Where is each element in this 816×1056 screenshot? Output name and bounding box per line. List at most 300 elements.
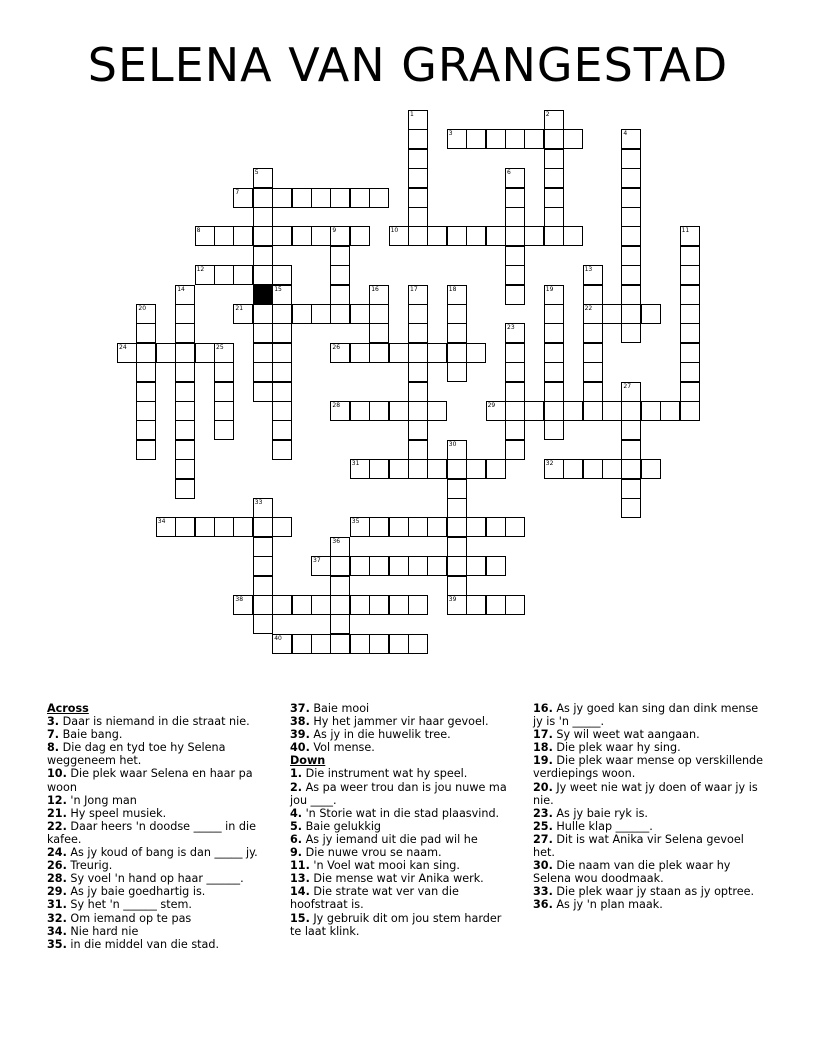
grid-cell[interactable]: [175, 343, 195, 363]
grid-cell[interactable]: [427, 226, 447, 246]
grid-cell[interactable]: [330, 226, 350, 246]
grid-cell[interactable]: [621, 304, 641, 324]
grid-cell[interactable]: [195, 517, 215, 537]
grid-cell[interactable]: [544, 188, 564, 208]
grid-cell[interactable]: [447, 556, 467, 576]
grid-cell[interactable]: [136, 382, 156, 402]
grid-cell[interactable]: [505, 323, 525, 343]
down-clue: [533, 820, 765, 833]
grid-cell[interactable]: [447, 479, 467, 499]
grid-cell[interactable]: [369, 556, 389, 576]
grid-cell[interactable]: [466, 226, 486, 246]
down-clue: [290, 833, 512, 846]
grid-cell[interactable]: [680, 304, 700, 324]
grid-cell[interactable]: [233, 188, 253, 208]
grid-cell[interactable]: [272, 440, 292, 460]
grid-cell[interactable]: [330, 246, 350, 266]
grid-cell[interactable]: [253, 537, 273, 557]
grid-cell[interactable]: [369, 595, 389, 615]
grid-cell[interactable]: [544, 149, 564, 169]
across-clue: [290, 715, 512, 728]
grid-cell[interactable]: [214, 420, 234, 440]
grid-cell[interactable]: [505, 207, 525, 227]
grid-cell[interactable]: [505, 188, 525, 208]
grid-cell[interactable]: [253, 323, 273, 343]
grid-cell[interactable]: [253, 595, 273, 615]
grid-cell[interactable]: [272, 323, 292, 343]
grid-cell[interactable]: [447, 440, 467, 460]
grid-cell[interactable]: [544, 401, 564, 421]
grid-cell[interactable]: [253, 517, 273, 537]
grid-cell[interactable]: [447, 595, 467, 615]
down-clue: [533, 754, 765, 780]
grid-cell[interactable]: [408, 382, 428, 402]
grid-cell[interactable]: [641, 459, 661, 479]
grid-cell[interactable]: [486, 556, 506, 576]
grid-cell[interactable]: [544, 129, 564, 149]
grid-cell[interactable]: [272, 343, 292, 363]
grid-cell[interactable]: [136, 323, 156, 343]
grid-cell[interactable]: [583, 323, 603, 343]
grid-cell[interactable]: [583, 459, 603, 479]
grid-cell[interactable]: [233, 517, 253, 537]
grid-cell[interactable]: [544, 343, 564, 363]
grid-cell[interactable]: [544, 382, 564, 402]
grid-cell[interactable]: [524, 129, 544, 149]
grid-cell[interactable]: [583, 362, 603, 382]
grid-cell[interactable]: [233, 226, 253, 246]
grid-cell[interactable]: [680, 226, 700, 246]
grid-cell[interactable]: [272, 595, 292, 615]
grid-cell[interactable]: [253, 576, 273, 596]
grid-cell[interactable]: [408, 362, 428, 382]
grid-cell[interactable]: [350, 459, 370, 479]
grid-cell[interactable]: [524, 226, 544, 246]
grid-cell[interactable]: [621, 323, 641, 343]
grid-cell[interactable]: [505, 362, 525, 382]
grid-cell[interactable]: [505, 382, 525, 402]
grid-cell[interactable]: [544, 110, 564, 130]
grid-cell[interactable]: [233, 595, 253, 615]
grid-cell[interactable]: [272, 382, 292, 402]
grid-cell[interactable]: [136, 343, 156, 363]
grid-cell[interactable]: [621, 207, 641, 227]
grid-cell[interactable]: [175, 420, 195, 440]
grid-cell[interactable]: [447, 498, 467, 518]
grid-cell[interactable]: [214, 265, 234, 285]
grid-cell[interactable]: [136, 304, 156, 324]
grid-cell[interactable]: [466, 517, 486, 537]
grid-cell[interactable]: [233, 304, 253, 324]
grid-cell[interactable]: [350, 401, 370, 421]
grid-cell[interactable]: [505, 595, 525, 615]
grid-cell[interactable]: [272, 265, 292, 285]
grid-cell[interactable]: [272, 420, 292, 440]
grid-cell[interactable]: [330, 188, 350, 208]
grid-cell[interactable]: [136, 362, 156, 382]
grid-cell[interactable]: [447, 576, 467, 596]
grid-cell[interactable]: [408, 285, 428, 305]
clue-text: As jy in die huwelik tree.: [309, 728, 451, 742]
clue-column-1: [47, 702, 269, 951]
grid-cell[interactable]: [195, 226, 215, 246]
grid-cell[interactable]: [195, 343, 215, 363]
grid-cell[interactable]: [505, 226, 525, 246]
grid-cell[interactable]: [447, 537, 467, 557]
grid-cell[interactable]: [447, 285, 467, 305]
grid-cell[interactable]: [272, 517, 292, 537]
clue-text: As jy goed kan sing dan dink mense jy is 'n _____.: [533, 702, 759, 729]
grid-cell[interactable]: [330, 343, 350, 363]
clue-number-label: 33.: [533, 885, 553, 899]
grid-cell[interactable]: [621, 459, 641, 479]
grid-cell[interactable]: [175, 362, 195, 382]
grid-cell[interactable]: [505, 168, 525, 188]
grid-cell[interactable]: [544, 459, 564, 479]
clue-text: Jy gebruik dit om jou stem harder te laat klink.: [290, 911, 502, 938]
clue-column-2: [290, 702, 512, 938]
down-clue: [533, 728, 765, 741]
grid-cell[interactable]: [544, 226, 564, 246]
grid-cell[interactable]: [447, 304, 467, 324]
grid-cell[interactable]: [583, 265, 603, 285]
grid-cell[interactable]: [680, 343, 700, 363]
grid-cell[interactable]: [505, 285, 525, 305]
grid-cell[interactable]: [447, 362, 467, 382]
grid-cell[interactable]: [505, 343, 525, 363]
grid-cell[interactable]: [486, 517, 506, 537]
grid-cell[interactable]: [389, 459, 409, 479]
grid-cell[interactable]: [680, 401, 700, 421]
grid-cell[interactable]: [253, 246, 273, 266]
grid-cell[interactable]: [272, 226, 292, 246]
grid-cell[interactable]: [292, 304, 312, 324]
grid-cell[interactable]: [311, 188, 331, 208]
grid-cell[interactable]: [389, 517, 409, 537]
grid-cell[interactable]: [563, 459, 583, 479]
grid-cell[interactable]: [175, 285, 195, 305]
grid-cell[interactable]: [350, 595, 370, 615]
grid-cell[interactable]: [136, 420, 156, 440]
grid-cell[interactable]: [389, 343, 409, 363]
grid-cell[interactable]: [350, 188, 370, 208]
grid-cell[interactable]: [330, 576, 350, 596]
grid-cell[interactable]: [330, 285, 350, 305]
grid-cell[interactable]: [330, 595, 350, 615]
grid-cell[interactable]: [330, 537, 350, 557]
grid-cell[interactable]: [292, 595, 312, 615]
grid-cell[interactable]: [156, 343, 176, 363]
grid-cell[interactable]: [427, 556, 447, 576]
grid-cell[interactable]: [175, 304, 195, 324]
grid-cell[interactable]: [311, 556, 331, 576]
grid-cell[interactable]: [253, 556, 273, 576]
grid-cell[interactable]: [195, 265, 215, 285]
clue-number-label: 27.: [533, 832, 553, 846]
grid-cell[interactable]: [621, 265, 641, 285]
grid-cell[interactable]: [466, 459, 486, 479]
grid-cell[interactable]: [427, 401, 447, 421]
grid-cell[interactable]: [369, 459, 389, 479]
grid-cell[interactable]: [660, 401, 680, 421]
grid-cell[interactable]: [486, 459, 506, 479]
grid-cell[interactable]: [369, 343, 389, 363]
grid-cell[interactable]: [621, 382, 641, 402]
grid-cell[interactable]: [136, 401, 156, 421]
clue-number: 40: [274, 634, 282, 642]
grid-cell[interactable]: [408, 304, 428, 324]
clue-number: 8: [196, 227, 201, 235]
grid-cell[interactable]: [408, 207, 428, 227]
grid-cell[interactable]: [505, 440, 525, 460]
grid-cell[interactable]: [117, 343, 137, 363]
grid-cell[interactable]: [253, 207, 273, 227]
grid-cell[interactable]: [680, 382, 700, 402]
grid-cell[interactable]: [621, 498, 641, 518]
grid-cell[interactable]: [505, 265, 525, 285]
grid-cell[interactable]: [292, 188, 312, 208]
clue-number-label: 8.: [47, 741, 60, 755]
grid-cell[interactable]: [253, 343, 273, 363]
grid-cell[interactable]: [136, 440, 156, 460]
grid-cell[interactable]: [330, 304, 350, 324]
grid-cell[interactable]: [486, 595, 506, 615]
grid-cell[interactable]: [408, 129, 428, 149]
grid-cell[interactable]: [369, 285, 389, 305]
grid-cell[interactable]: [272, 285, 292, 305]
clue-number-label: 38.: [290, 715, 310, 729]
grid-cell[interactable]: [408, 440, 428, 460]
clue-number-label: 31.: [47, 898, 67, 912]
across-clue: [47, 898, 269, 911]
grid-cell[interactable]: [583, 401, 603, 421]
grid-cell[interactable]: [272, 362, 292, 382]
grid-cell[interactable]: [369, 188, 389, 208]
grid-cell[interactable]: [214, 226, 234, 246]
grid-cell[interactable]: [272, 634, 292, 654]
grid-cell[interactable]: [641, 304, 661, 324]
grid-cell[interactable]: [350, 304, 370, 324]
grid-cell[interactable]: [621, 285, 641, 305]
grid-cell[interactable]: [214, 401, 234, 421]
grid-cell[interactable]: [408, 459, 428, 479]
grid-cell[interactable]: [389, 634, 409, 654]
grid-cell[interactable]: [214, 362, 234, 382]
clue-number: 17: [410, 285, 418, 293]
grid-cell[interactable]: [330, 401, 350, 421]
grid-cell[interactable]: [389, 556, 409, 576]
grid-cell[interactable]: [408, 517, 428, 537]
grid-cell[interactable]: [621, 188, 641, 208]
grid-cell[interactable]: [408, 634, 428, 654]
grid-cell[interactable]: [389, 226, 409, 246]
grid-cell[interactable]: [253, 362, 273, 382]
clue-number-label: 7.: [47, 728, 60, 742]
grid-cell[interactable]: [427, 459, 447, 479]
grid-cell[interactable]: [486, 129, 506, 149]
grid-cell[interactable]: [447, 129, 467, 149]
grid-cell[interactable]: [447, 226, 467, 246]
grid-cell[interactable]: [175, 323, 195, 343]
across-clue: [47, 715, 269, 728]
grid-cell[interactable]: [486, 226, 506, 246]
down-clue: [533, 781, 765, 807]
grid-cell[interactable]: [253, 188, 273, 208]
grid-cell[interactable]: [583, 304, 603, 324]
grid-cell[interactable]: [544, 304, 564, 324]
grid-cell[interactable]: [621, 479, 641, 499]
clue-text: Die naam van die plek waar hy Selena wou doodmaak.: [533, 859, 731, 886]
grid-cell[interactable]: [602, 304, 622, 324]
grid-cell[interactable]: [311, 595, 331, 615]
grid-cell[interactable]: [408, 556, 428, 576]
grid-cell[interactable]: [408, 226, 428, 246]
grid-cell[interactable]: [214, 517, 234, 537]
grid-cell[interactable]: [583, 285, 603, 305]
grid-cell[interactable]: [350, 343, 370, 363]
grid-cell[interactable]: [156, 517, 176, 537]
grid-cell[interactable]: [253, 498, 273, 518]
grid-cell[interactable]: [350, 556, 370, 576]
grid-cell[interactable]: [233, 265, 253, 285]
grid-cell[interactable]: [272, 304, 292, 324]
grid-cell[interactable]: [292, 226, 312, 246]
grid-cell[interactable]: [505, 246, 525, 266]
grid-cell[interactable]: [621, 246, 641, 266]
grid-cell[interactable]: [621, 168, 641, 188]
grid-cell[interactable]: [369, 323, 389, 343]
grid-cell[interactable]: [583, 382, 603, 402]
grid-cell[interactable]: [680, 285, 700, 305]
grid-cell[interactable]: [369, 304, 389, 324]
grid-cell[interactable]: [466, 129, 486, 149]
grid-cell[interactable]: [253, 226, 273, 246]
grid-cell[interactable]: [253, 168, 273, 188]
grid-cell[interactable]: [292, 634, 312, 654]
grid-cell[interactable]: [408, 420, 428, 440]
grid-cell[interactable]: [408, 343, 428, 363]
grid-cell[interactable]: [350, 517, 370, 537]
grid-cell[interactable]: [311, 226, 331, 246]
grid-cell[interactable]: [447, 459, 467, 479]
grid-cell[interactable]: [350, 226, 370, 246]
clue-text: As pa weer trou dan is jou nuwe ma jou ____.: [290, 780, 507, 807]
grid-cell[interactable]: [389, 401, 409, 421]
grid-cell[interactable]: [330, 265, 350, 285]
grid-cell[interactable]: [544, 207, 564, 227]
grid-cell[interactable]: [389, 595, 409, 615]
grid-cell[interactable]: [369, 634, 389, 654]
grid-cell[interactable]: [272, 401, 292, 421]
grid-cell[interactable]: [253, 304, 273, 324]
grid-cell[interactable]: [253, 382, 273, 402]
grid-cell[interactable]: [214, 382, 234, 402]
grid-cell[interactable]: [680, 265, 700, 285]
grid-cell[interactable]: [602, 401, 622, 421]
grid-cell[interactable]: [447, 323, 467, 343]
grid-cell[interactable]: [544, 362, 564, 382]
grid-cell[interactable]: [621, 420, 641, 440]
grid-cell[interactable]: [524, 401, 544, 421]
grid-cell[interactable]: [369, 401, 389, 421]
grid-cell[interactable]: [311, 304, 331, 324]
grid-cell[interactable]: [466, 343, 486, 363]
grid-cell[interactable]: [486, 401, 506, 421]
grid-cell[interactable]: [621, 129, 641, 149]
grid-cell[interactable]: [214, 343, 234, 363]
clue-text: As jy 'n plan maak.: [552, 898, 663, 912]
grid-cell[interactable]: [408, 323, 428, 343]
clue-text: Daar heers 'n doodse _____ in die kafee.: [47, 819, 256, 846]
grid-cell[interactable]: [544, 323, 564, 343]
grid-cell[interactable]: [350, 634, 370, 654]
grid-cell[interactable]: [175, 479, 195, 499]
grid-cell[interactable]: [621, 440, 641, 460]
grid-cell[interactable]: [408, 168, 428, 188]
grid-cell[interactable]: [602, 459, 622, 479]
grid-cell[interactable]: [330, 556, 350, 576]
grid-cell[interactable]: [544, 285, 564, 305]
grid-cell[interactable]: [175, 440, 195, 460]
grid-cell[interactable]: [641, 401, 661, 421]
grid-cell[interactable]: [505, 401, 525, 421]
grid-cell[interactable]: [408, 110, 428, 130]
down-clue: [533, 885, 765, 898]
grid-cell[interactable]: [253, 614, 273, 634]
grid-cell[interactable]: [330, 634, 350, 654]
grid-cell[interactable]: [680, 246, 700, 266]
grid-cell[interactable]: [544, 420, 564, 440]
grid-cell[interactable]: [563, 129, 583, 149]
clue-number: 12: [196, 266, 205, 274]
grid-cell[interactable]: [621, 226, 641, 246]
grid-cell[interactable]: [466, 595, 486, 615]
grid-cell[interactable]: [427, 343, 447, 363]
grid-cell[interactable]: [447, 517, 467, 537]
grid-cell[interactable]: [408, 188, 428, 208]
grid-cell[interactable]: [427, 517, 447, 537]
grid-cell[interactable]: [253, 265, 273, 285]
grid-cell[interactable]: [369, 517, 389, 537]
grid-cell[interactable]: [272, 188, 292, 208]
grid-cell[interactable]: [408, 149, 428, 169]
grid-cell[interactable]: [583, 343, 603, 363]
grid-cell[interactable]: [680, 362, 700, 382]
grid-cell[interactable]: [563, 226, 583, 246]
grid-cell[interactable]: [563, 401, 583, 421]
grid-cell[interactable]: [680, 323, 700, 343]
grid-cell[interactable]: [505, 517, 525, 537]
clue-text: Die mense wat vir Anika werk.: [309, 872, 484, 886]
clue-number-label: 30.: [533, 859, 553, 873]
grid-cell[interactable]: [175, 517, 195, 537]
grid-cell[interactable]: [175, 459, 195, 479]
grid-cell[interactable]: [466, 556, 486, 576]
grid-cell[interactable]: [447, 343, 467, 363]
grid-cell[interactable]: [330, 614, 350, 634]
down-clue: [533, 702, 765, 728]
grid-cell[interactable]: [621, 401, 641, 421]
grid-cell[interactable]: [621, 149, 641, 169]
grid-cell[interactable]: [175, 401, 195, 421]
grid-cell[interactable]: [544, 168, 564, 188]
grid-cell[interactable]: [408, 595, 428, 615]
grid-cell[interactable]: [175, 382, 195, 402]
grid-cell[interactable]: [505, 420, 525, 440]
grid-cell[interactable]: [505, 129, 525, 149]
grid-cell[interactable]: [311, 634, 331, 654]
grid-cell[interactable]: [408, 401, 428, 421]
